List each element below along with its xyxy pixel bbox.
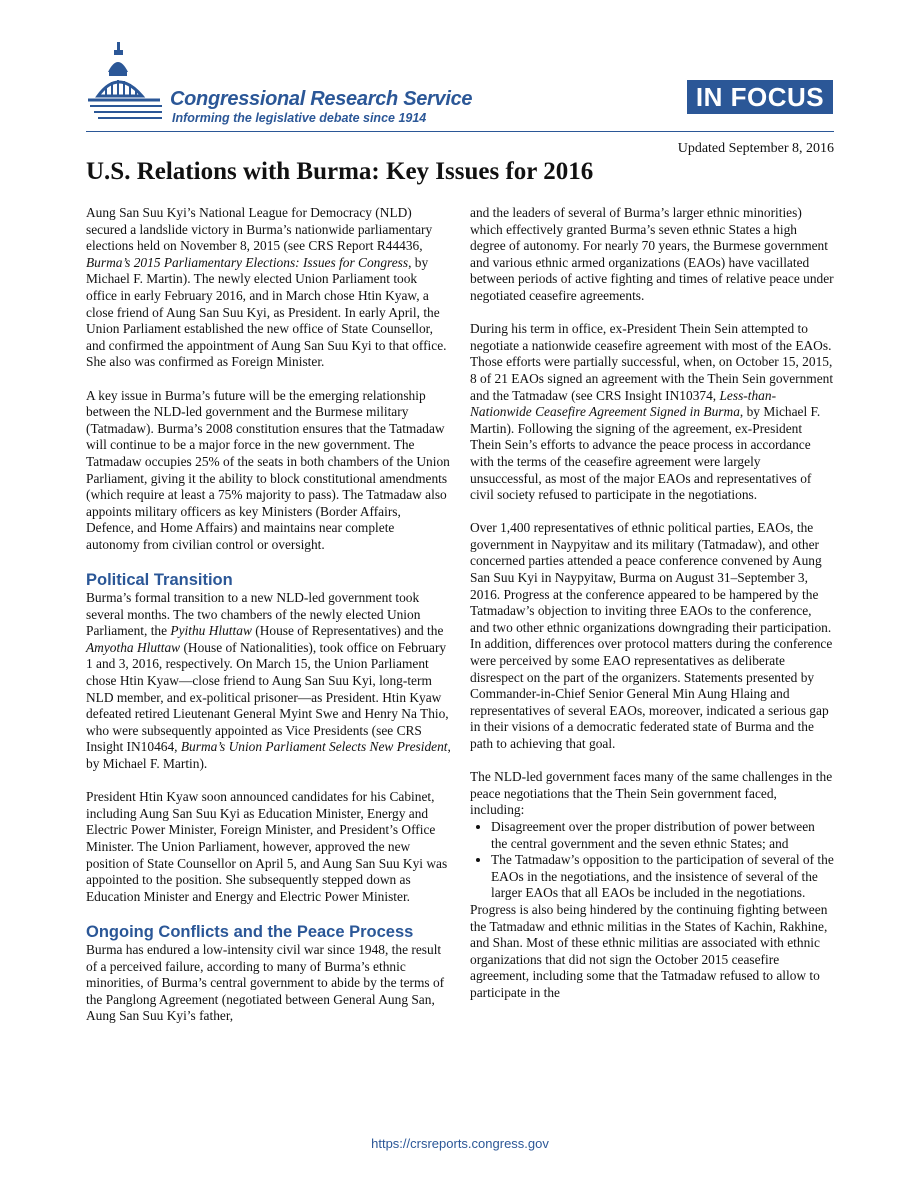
org-name: Congressional Research Service (170, 88, 473, 110)
body-paragraph: Progress is also being hindered by the continuing fighting between the Tatmadaw and ethnic militias in the States of Kachin, Rakhine, and Shan. Most of these ethnic militias are associated with ethnic organizations that did not sign the October 2015 ceasefire agreement, including some that the Tatmadaw refused to allow to participate in the (470, 901, 828, 1000)
body-paragraph: Over 1,400 representatives of ethnic political parties, EAOs, the government in Naypyitaw and its military (Tatmadaw), and other concerned parties attended a peace conference convened by Aung San Suu Kyi in Naypyitaw, Burma on August 31–September 3, 2016. Progress at the conference appeared to be hampered by the Tatmadaw’s objection to inviting three EAOs to the conference, and two other ethnic organizations downgrading their participation. In addition, differences over protocol matters during the conference were perceived by some EAO representatives as deliberate disrespect on the part of the organizers. Statements presented by Commander-in-Chief Senior General Min Aung Hlaing and representatives of several EAOs, moreover, indicated a serious gap in their visions of a democratic federated state of Burma and the path to achieving that goal. (470, 520, 833, 751)
footer-url[interactable]: https://crsreports.congress.gov (371, 1136, 549, 1151)
body-paragraph: and the leaders of several of Burma’s larger ethnic minorities) which effectively granted Burma’s seven ethnic States a high degree of autonomy. For nearly 70 years, the Burmese government and various ethnic armed organizations (EAOs) have vacillated between periods of active fighting and times of relative peace under negotiated ceasefire agreements. (470, 205, 834, 303)
list-item: • The Tatmadaw’s opposition to the participation of several of the EAOs in the negotiations, and the insistence of several of the larger EAOs that all EAOs be included in the negotiations. (491, 852, 834, 902)
right-column (470, 205, 834, 1002)
intro-paragraph: Aung San Suu Kyi’s National League for Democracy (NLD) secured a landslide victory in Burma’s nationwide parliamentary elections held on November 8, 2015 (see CRS Report R44436, Burma’s 2015 Parliamentary Elections: Issues for Congress, by Michael F. Martin). The newly elected Union Parliament took office in early February 2016, and in March chose Htin Kyaw, a close friend of Aung San Suu Kyi, as President. In early April, the Union Parliament established the new office of State Counsellor, and confirmed the appointment of Aung San Suu Kyi to that office. She also was confirmed as Foreign Minister. (86, 205, 447, 370)
body-paragraph: Burma has endured a low-intensity civil war since 1948, the result of a perceived failure, according to many of Burma’s ethnic minorities, of Burma’s central government to abide by the terms of the Panglong Agreement (negotiated between General Aung San, Aung San Suu Kyi’s father, (86, 941, 445, 1024)
capitol-dome-icon (84, 40, 164, 130)
body-paragraph: A key issue in Burma’s future will be the emerging relationship between the NLD-led government and the Burmese military (Tatmadaw). Burma’s 2008 constitution ensures that the Tatmadaw will continue to be a major force in the new government. The Tatmadaw occupies 25% of the seats in both chambers of the Union Parliament, giving it the ability to block constitutional amendments (which require at least a 75% majority to pass). The Tatmadaw also appoints military officers as key Ministers (Border Affairs, Defence, and Home Affairs) and maintains near complete autonomy from civilian control or oversight. (86, 387, 450, 552)
updated-date: Updated September 8, 2016 (677, 141, 834, 156)
body-paragraph: During his term in office, ex-President Thein Sein attempted to negotiate a nationwide ceasefire agreement with most of the EAOs. Those efforts were partially successful, when, on October 15, 2015, 8 of 21 EAOs signed an agreement with the Thein Sein government and the Tatmadaw (see CRS Insight IN10374, Less-than-Nationwide Ceasefire Agreement Signed in Burma, by Michael F. Martin). Following the signing of the agreement, ex-President Thein Sein’s efforts to advance the peace process in accordance with the terms of the ceasefire agreement were largely unsuccessful, as most of the major EAOs and representatives of civil society refused to participate in the negotiations. (470, 321, 834, 503)
page-header (0, 0, 920, 156)
report-title: Burma’s Union Parliament Selects New President (180, 739, 448, 755)
body-paragraph: The NLD-led government faces many of the same challenges in the peace negotiations that the Thein Sein government faced, including: (470, 769, 833, 818)
org-tagline: Informing the legislative debate since 1914 (172, 111, 427, 125)
list-item: • Disagreement over the proper distribution of power between the central government and the seven ethnic States; and (491, 819, 834, 852)
section-heading-ongoing-conflicts: Ongoing Conflicts and the Peace Process (86, 922, 414, 941)
body-paragraph: President Htin Kyaw soon announced candidates for his Cabinet, including Aung San Suu Kyi as Education Minister, Energy and Electric Power Minister, Foreign Minister, and President’s Office Minister. The Union Parliament, however, approved the new position of State Counsellor on April 5, and Aung San Suu Kyi was appointed to the position. She subsequently stepped down as Education Minister and Energy and Electric Power Minister. (86, 789, 448, 904)
section-heading-political-transition: Political Transition (86, 571, 233, 590)
body-paragraph: Burma’s formal transition to a new NLD-led government took several months. The two chambers of the newly elected Union Parliament, the Pyithu Hluttaw (House of Representatives) and the Amyotha Hluttaw (House of Nationalities), took office on February 1 and 3, 2016, respectively. On March 15, the Union Parliament chose Htin Kyaw—close friend to Aung San Suu Kyi, long-term NLD member, and ex-political prisoner—as President. Htin Kyaw defeated retired Lieutenant General Myint Swe and Henry Na Thio, who were subsequently appointed as Vice Presidents (see CRS Insight IN10464, Burma’s Union Parliament Selects New President, by Michael F. Martin). (86, 590, 451, 771)
in-focus-badge: IN FOCUS (687, 80, 833, 114)
left-column (86, 205, 451, 1025)
bullet-list (470, 819, 834, 902)
report-title: Less-than-Nationwide Ceasefire Agreement Signed in Burma (470, 387, 777, 420)
page-title: U.S. Relations with Burma: Key Issues for 2016 (86, 158, 594, 185)
report-title: Burma’s 2015 Parliamentary Elections: Issues for Congress (86, 254, 409, 270)
header-divider (86, 131, 834, 132)
